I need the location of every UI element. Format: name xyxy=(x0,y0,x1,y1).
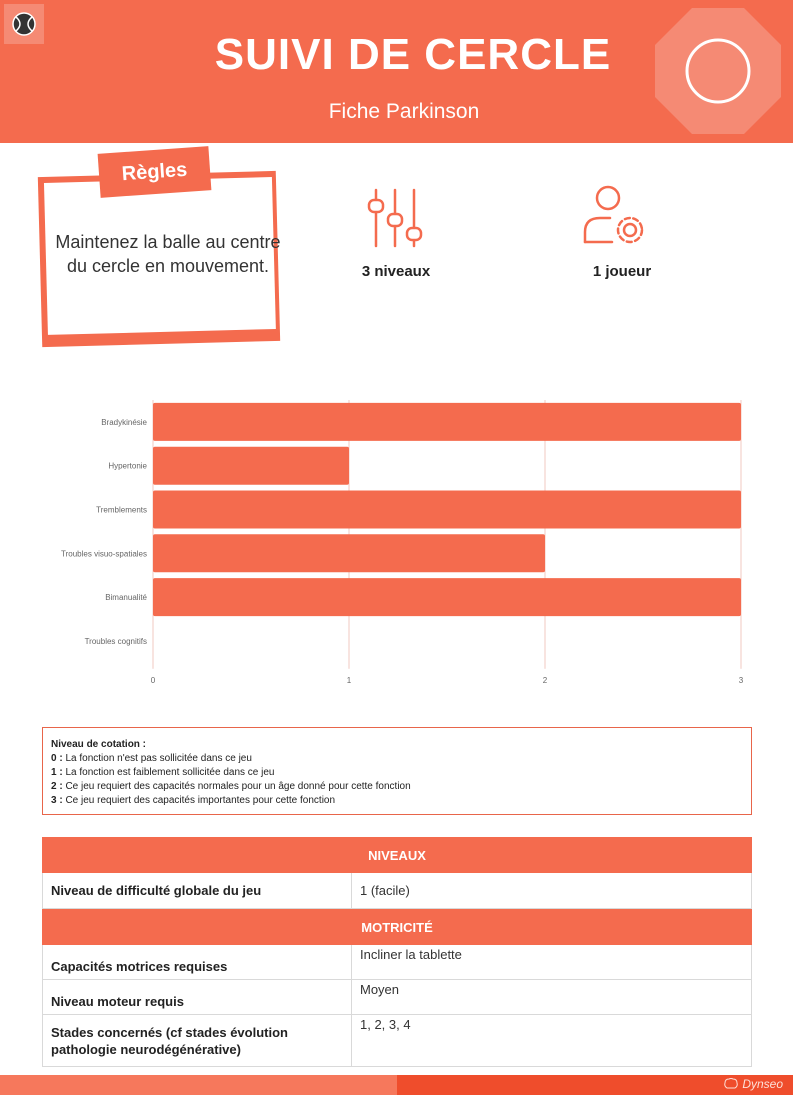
bar xyxy=(153,491,741,529)
y-tick-label: Hypertonie xyxy=(108,461,147,471)
legend-title: Niveau de cotation : xyxy=(51,739,147,750)
legend-item: 3 : Ce jeu requiert des capacités importantes pour cette fonction xyxy=(51,795,336,806)
table-row xyxy=(42,980,752,1015)
page-subtitle: Fiche Parkinson xyxy=(328,100,480,123)
levels-count: 3 niveaux xyxy=(361,263,431,280)
table-row xyxy=(42,1015,752,1067)
legend-item: 0 : La fonction n'est pas sollicitée dans ce jeu xyxy=(51,753,252,764)
page-header xyxy=(0,0,793,143)
niveaux-table xyxy=(42,837,752,909)
motor-skills-chart xyxy=(0,390,793,690)
row-label: Stades concernés (cf stades évolution pathologie neurodégénérative) xyxy=(43,1015,352,1066)
legend-item: 1 : La fonction est faiblement sollicitée dans ce jeu xyxy=(51,767,275,778)
footer-bar-left xyxy=(0,1075,397,1095)
y-tick-label: Bimanualité xyxy=(105,593,147,603)
y-tick-label: Bradykinésie xyxy=(101,417,147,427)
row-label: Niveau moteur requis xyxy=(43,980,352,1014)
y-tick-label: Tremblements xyxy=(96,505,147,515)
motricite-header: MOTRICITÉ xyxy=(42,909,752,945)
bar xyxy=(153,403,741,441)
brain-icon xyxy=(724,1078,738,1090)
row-label: Niveau de difficulté globale du jeu xyxy=(43,873,352,908)
players-count: 1 joueur xyxy=(592,263,652,280)
x-tick-label: 2 xyxy=(542,675,548,685)
circle-target-icon xyxy=(655,8,781,134)
cotation-legend xyxy=(42,727,752,815)
row-value: Incliner la tablette xyxy=(360,947,462,962)
rules-text: Maintenez la balle au centre du cercle en mouvement. xyxy=(55,232,281,276)
row-value: 1 (facile) xyxy=(360,883,410,898)
row-label: Capacités motrices requises xyxy=(43,945,352,979)
footer-brand: Dynseo xyxy=(724,1077,783,1091)
footer-bar-right xyxy=(397,1075,793,1095)
legend-item: 2 : Ce jeu requiert des capacités normales pour un âge donné pour cette fonction xyxy=(51,781,411,792)
rules-tab: Règles xyxy=(98,146,212,198)
x-tick-label: 3 xyxy=(738,675,744,685)
sliders-icon xyxy=(362,186,428,250)
bar xyxy=(153,534,545,572)
y-tick-label: Troubles cognitifs xyxy=(84,636,147,646)
row-value: Moyen xyxy=(360,982,400,997)
x-tick-label: 0 xyxy=(150,675,156,685)
bar xyxy=(153,447,349,485)
niveaux-header: NIVEAUX xyxy=(42,837,752,873)
table-row xyxy=(42,945,752,980)
row-value: 1, 2, 3, 4 xyxy=(360,1017,411,1032)
page-title: SUIVI DE CERCLE xyxy=(214,30,612,79)
motricite-table xyxy=(42,909,752,1067)
user-settings-icon xyxy=(580,184,650,248)
y-tick-label: Troubles visuo-spatiales xyxy=(61,549,147,559)
x-tick-label: 1 xyxy=(346,675,352,685)
table-row xyxy=(42,873,752,909)
bar xyxy=(153,578,741,616)
